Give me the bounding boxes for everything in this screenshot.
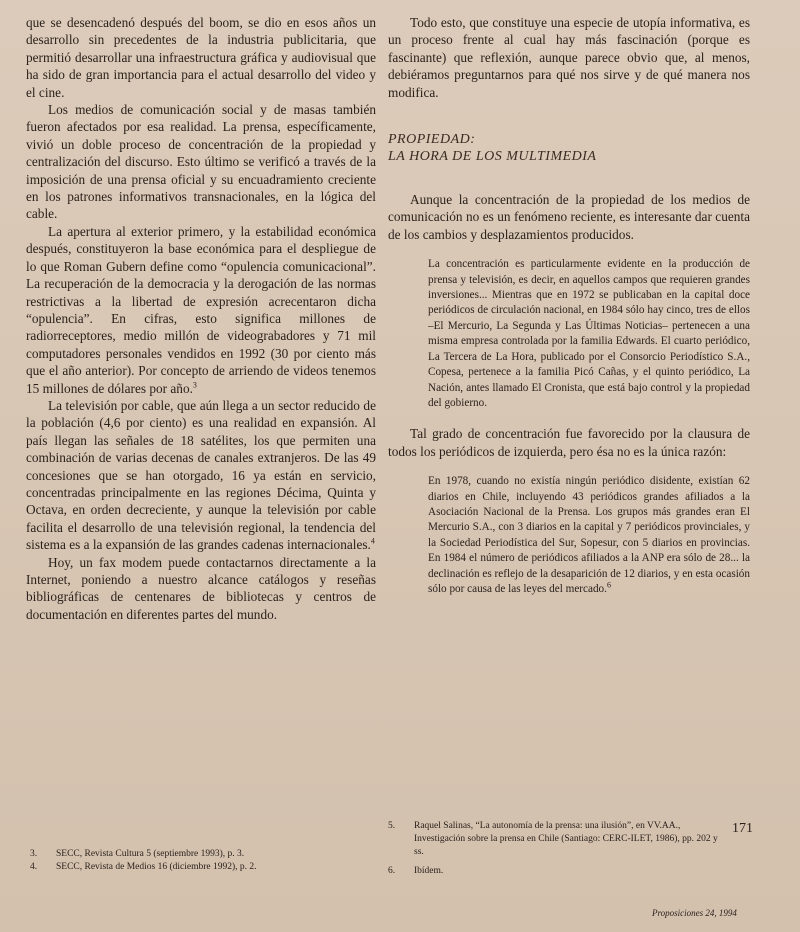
paragraph: Tal grado de concentración fue favorecido por la clausura de todos los periódicos de izquierda, pero ésa no es la única razón:: [388, 426, 750, 459]
journal-footer: Proposiciones 24, 1994: [652, 908, 737, 918]
footnote-number: 5.: [388, 821, 396, 831]
paragraph: que se desencadenó después del boom, se dio en esos años un desarrollo sin precedentes de la industria publicitaria, que permitió desarrollar una infraestructura gráfica y audiovisual que ha sido de gran importancia para el actual desarrollo del video y el cine.: [26, 15, 376, 100]
block-quote: La concentración es particularmente evidente en la producción de prensa y televisión, es decir, en aquellos campos que requieren grandes inversiones... Mientras que en 1972 se publicaban en la capital doce periódicos de circulación nacional, en 1984 sólo hay cinco, tres de ellos –El Mercurio, La Segunda y Las Últimas Noticias– pertenecen a una misma empresa controlada por la familia Edwards. El cuarto periódico, La Tercera de La Hora, publicado por el Consorcio Periodístico S.A., Copesa, pertenece a la familia Picó Cañas, y el quinto periódico, La Nación, antes llamado El Cronista, que está bajo control y la propiedad del gobierno.: [428, 258, 750, 409]
footnote-text: SECC, Revista Cultura 5 (septiembre 1993), p. 3.: [56, 849, 245, 859]
paragraph: Hoy, un fax modem puede contactarnos directamente a la Internet, poniendo a nuestro alcance catálogos y reseñas bibliográficas de centenares de bibliotecas y centros de documentación en diferentes partes del mundo.: [26, 554, 376, 622]
footnote-number: 4.: [30, 862, 38, 872]
paragraph: Aunque la concentración de la propiedad de los medios de comunicación no es un fenómeno reciente, es interesante dar cuenta de los cambios y desplazamientos producidos.: [388, 192, 750, 242]
paragraph-text: La televisión por cable, que aún llega a un sector reducido de la población (4,6 por ciento) es una realidad en expansión. Al país llegan las señales de 18 satélites, los que permiten una combinación de varias decenas de canales extranjeros. De las 49 concesiones que se han otorgado, 16 ya están en servicio, concentradas principalmente en las regiones Décima, Quinta y Octava, en orden decreciente, y aunque la televisión por cable facilita el desarrollo de una televisión regional, la tendencia del sistema es a la expansión de las grandes cadenas internacionales.: [26, 397, 376, 553]
paragraph: [26, 223, 376, 397]
footnote-text: Raquel Salinas, “La autonomía de la prensa: una ilusión”, en VV.AA., Investigación sobre la prensa en Chile (Santiago: CERC-ILET, 1986), pp. 202 y ss.: [414, 821, 718, 857]
footnotes-left: [30, 848, 360, 874]
paragraph: Todo esto, que constituye una especie de utopía informativa, es un proceso frente al cual hay más fascinación (porque es fascinante) que reflexión, aunque parece obvio que, al menos, debiéramos preguntarnos para qué nos sirve y de qué manera nos modifica.: [388, 15, 750, 100]
footnotes-right: [388, 820, 718, 878]
left-column: [26, 14, 376, 623]
heading-line: LA HORA DE LOS MULTIMEDIA: [388, 149, 597, 165]
footnote: [388, 820, 718, 859]
paragraph: Los medios de comunicación social y de masas también fueron afectados por esa realidad. La prensa, específicamente, vivió un doble proceso de concentración de la propiedad y centralización del discurso. Esto último se verificó a través de la imposición de una prensa oficial y su encuadramiento creciente en los patrones informativos transnacionales, en la lógica del cable.: [26, 102, 376, 222]
paragraph-text: La apertura al exterior primero, y la estabilidad económica después, constituyeron la base económica para el despliegue de lo que Roman Gubern define como “opulencia comunicacional”. La recuperación de la democracia y la derogación de las normas restrictivas a la libertad de expresión acrecentaron dicha “opulencia”. En cifras, esto significa millones de radiorreceptores, medio millón de videograbadores y 71 mil computadores personales vendidos en 1992 (30 por ciento más que el año anterior). Por concepto de arriendo de videos tenemos 15 millones de dólares por año.: [26, 223, 376, 396]
section-heading: [388, 131, 750, 165]
footnote-text: SECC, Revista de Medios 16 (diciembre 1992), p. 2.: [56, 862, 257, 872]
footnote-number: 6.: [388, 866, 396, 876]
footnote-text: Ibídem.: [414, 866, 444, 876]
footnote: [388, 865, 718, 878]
footnote-ref: 3: [192, 380, 197, 390]
page-number: 171: [732, 821, 753, 836]
footnote: [30, 848, 360, 861]
right-column: [388, 14, 750, 611]
footnote: [30, 861, 360, 874]
footnote-ref: 4: [370, 536, 375, 546]
quote-text: En 1978, cuando no existía ningún periódico disidente, existían 62 diarios en Chile, incluyendo 43 periódicos grandes afiliados a la Asociación Nacional de la Prensa. Los grupos más grandes eran El Mercurio S.A., con 3 diarios en la capital y 7 periódicos provinciales, y la Sociedad Periodística del Sur, Sopesur, con 5 diarios en provincias. En 1984 el número de periódicos afiliados a la ANP era sólo de 28... la declinación es reflejo de la desaparición de 12 diarios, y en esta ocasión sólo por causa de las leyes del mercado.: [428, 475, 750, 595]
paragraph: [26, 397, 376, 554]
footnote-ref: 6: [606, 580, 611, 590]
footnote-number: 3.: [30, 849, 38, 859]
block-quote: [428, 474, 750, 597]
heading-line: PROPIEDAD:: [388, 132, 476, 148]
